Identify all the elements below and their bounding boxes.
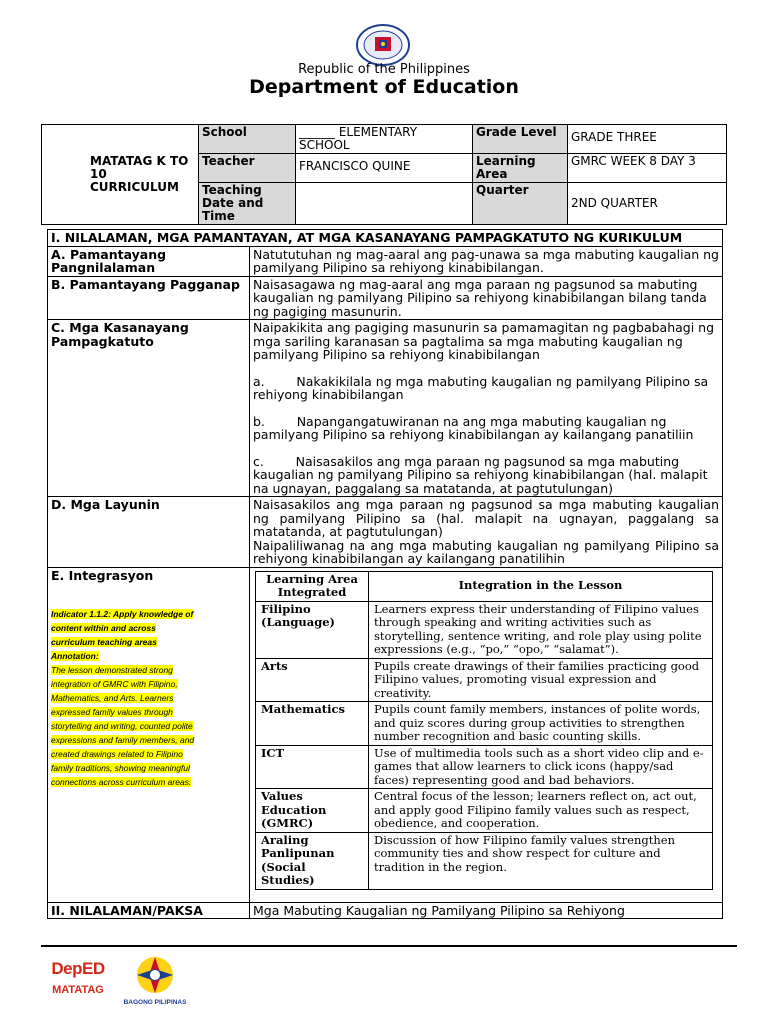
deped-logo-text: DepED bbox=[51, 959, 105, 978]
annotation-label: Annotation: bbox=[51, 651, 99, 661]
cell-d bbox=[250, 497, 723, 568]
integration-text: Pupils count family members, instances of polite words, and quiz scores during group activities to strengthen number recognition and basic counting skills. bbox=[369, 702, 713, 746]
deped-matatag-logo bbox=[45, 959, 111, 996]
school-value: ______ ELEMENTARY SCHOOL bbox=[296, 125, 473, 154]
teacher-value: FRANCISCO QUINE bbox=[296, 154, 473, 183]
bagong-pilipinas-emblem bbox=[131, 955, 179, 995]
text-c-b: b. Napangangatuwiranan na ang mga mabuting kaugalian ng pamilyang Pilipino sa rehiyong kinabibilangan ay kailangang panatiliin bbox=[253, 413, 694, 442]
indicator-text: Indicator 1.1.2: Apply knowledge of content within and across curriculum teaching areas bbox=[51, 609, 194, 647]
integration-area: Values Education (GMRC) bbox=[256, 789, 369, 833]
lesson-plan-table bbox=[47, 229, 723, 919]
matatag-logo-text: MATATAG bbox=[52, 984, 104, 996]
quarter-value: 2ND QUARTER bbox=[568, 183, 727, 225]
integration-table bbox=[255, 571, 713, 890]
area-value: GMRC WEEK 8 DAY 3 bbox=[568, 154, 727, 183]
integration-area: Filipino (Language) bbox=[256, 601, 369, 658]
school-label: School bbox=[199, 125, 296, 154]
label-c: C. Mga Kasanayang Pampagkatuto bbox=[48, 320, 250, 497]
grade-label: Grade Level bbox=[473, 125, 568, 154]
section-1-heading: I. NILALAMAN, MGA PAMANTAYAN, AT MGA KASANAYANG PAMPAGKATUTO NG KURIKULUM bbox=[48, 230, 723, 247]
section-2-text: Mga Mabuting Kaugalian ng Pamilyang Pilipino sa Rehiyong bbox=[250, 902, 723, 919]
integration-text: Central focus of the lesson; learners reflect on, act out, and apply good Filipino family values such as respect, obedience, and cooperation. bbox=[369, 789, 713, 833]
bagong-pilipinas-text: BAGONG PILIPINAS bbox=[123, 999, 187, 1006]
time-label: Teaching Date and Time bbox=[199, 183, 296, 225]
grade-value: GRADE THREE bbox=[568, 125, 727, 154]
bagong-pilipinas-logo bbox=[115, 955, 195, 1006]
integration-area: Mathematics bbox=[256, 702, 369, 746]
area-label: Learning Area bbox=[473, 154, 568, 183]
integration-text: Discussion of how Filipino family values strengthen community ties and show respect for culture and tradition in the region. bbox=[369, 832, 713, 889]
integration-text: Use of multimedia tools such as a short video clip and e-games that allow learners to click icons (happy/sad faces) representing good and bad behaviors. bbox=[369, 745, 713, 789]
curriculum-label: MATATAG K TO 10 CURRICULUM bbox=[42, 125, 199, 225]
republic-text: Republic of the Philippines bbox=[298, 62, 470, 77]
text-a: Natututuhan ng mag-aaral ang pag-unawa sa mga mabuting kaugalian ng pamilyang Pilipino sa rehiyong kinabibilangan. bbox=[250, 246, 723, 276]
deped-seal-logo bbox=[355, 23, 411, 67]
integration-area: Arts bbox=[256, 658, 369, 702]
integration-col-lesson: Integration in the Lesson bbox=[369, 571, 713, 601]
text-d-2: Naipaliliwanag na ang mga mabuting kaugalian ng pamilyang Pilipino sa rehiyong kinabibilangan ay kailangang panatilihin bbox=[253, 537, 719, 566]
label-e: E. Integrasyon bbox=[51, 567, 154, 583]
time-value bbox=[296, 183, 473, 225]
integration-area: ICT bbox=[256, 745, 369, 789]
label-a: A. Pamantayang Pangnilalaman bbox=[48, 246, 250, 276]
text-d-1: Naisasakilos ang mga paraan ng pagsunod sa mga mabuting kaugalian ng pamilyang Pilipino sa (hal. malapit na ugnayan, paggalang sa matatanda, at pagtutulungan) bbox=[253, 497, 719, 539]
quarter-label: Quarter bbox=[473, 183, 568, 225]
integration-text: Learners express their understanding of Filipino values through speaking and writing activities such as storytelling, sentence writing, and role play using polite expressions (e.g., “po,” “opo,” “salamat”). bbox=[369, 601, 713, 658]
cell-e-label bbox=[48, 567, 250, 902]
text-b: Naisasagawa ng mag-aaral ang mga paraan ng pagsunod sa mabuting kaugalian ng pamilyang Pilipino sa rehiyong kinabibilangan bilang tanda ng pagiging masunurin. bbox=[250, 276, 723, 320]
integration-area: Araling Panlipunan (Social Studies) bbox=[256, 832, 369, 889]
cell-c bbox=[250, 320, 723, 497]
text-c-c: c. Naisasakilos ang mga paraan ng pagsunod sa mga mabuting kaugalian ng pamilyang Pilipino sa rehiyong kinabibilangan (hal. malapit na ugnayan, paggalang sa matatanda, at pagtutulungan) bbox=[253, 453, 712, 496]
cell-e-content bbox=[250, 567, 723, 902]
label-b: B. Pamantayang Pagganap bbox=[48, 276, 250, 320]
text-c-a: a. Nakakikilala ng mga mabuting kaugalian ng pamilyang Pilipino sa rehiyong kinabibilangan bbox=[253, 373, 713, 402]
label-d: D. Mga Layunin bbox=[48, 497, 250, 568]
footer-divider bbox=[41, 945, 737, 947]
text-c: Naipakikita ang pagiging masunurin sa pamamagitan ng pagbabahagi ng mga sariling karanasan sa pagtalima sa mga mabuting kaugalian ng pamilyang Pilipino sa rehiyong kinabibilangan bbox=[253, 320, 715, 362]
teacher-label: Teacher bbox=[199, 154, 296, 183]
integration-text: Pupils create drawings of their families practicing good Filipino values, promoting visual expression and creativity. bbox=[369, 658, 713, 702]
lesson-info-table bbox=[41, 124, 727, 225]
annotation-text: The lesson demonstrated strong integration of GMRC with Filipino, Mathematics, and Arts. Learners expressed family values through storytelling and writing, counted polite expressions and family members, and created drawings related to Filipino family traditions, showing meaningful connections across curriculum areas. bbox=[51, 665, 195, 787]
department-title: Department of Education bbox=[249, 76, 519, 98]
section-2-label: II. NILALAMAN/PAKSA bbox=[48, 902, 250, 919]
integration-col-area: Learning Area Integrated bbox=[256, 571, 369, 601]
